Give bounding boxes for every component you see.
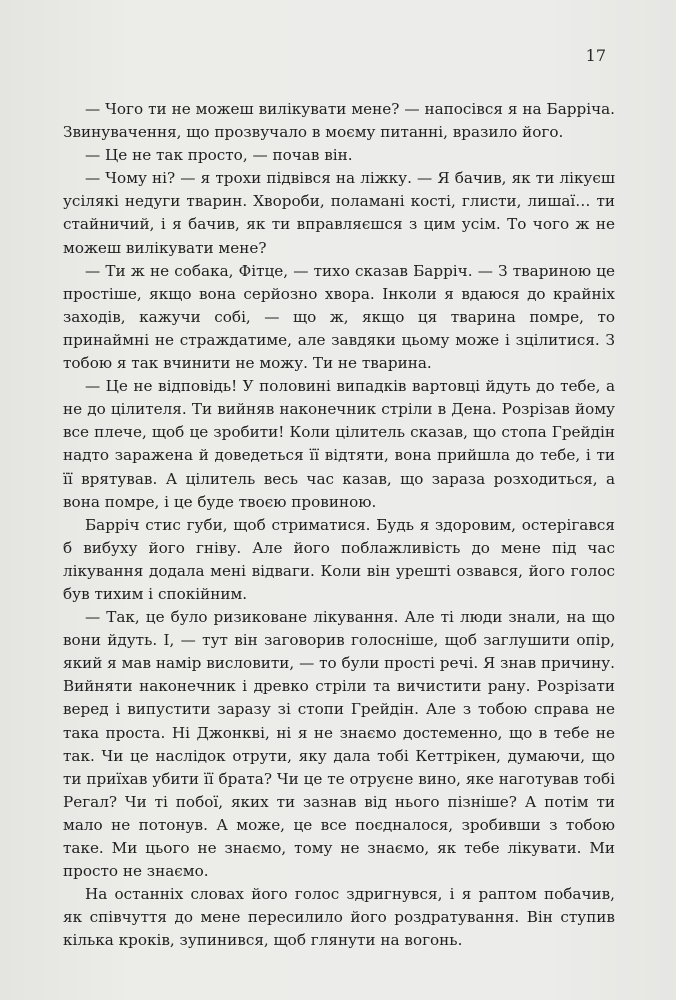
paragraph: Барріч стис губи, щоб стриматися. Будь я здоровим, остерігався б вибуху його гніву. Але його поблажливість до мене під час лікування додала мені відваги. Коли він урешті озвався, його голос був тихим і спокійним. <box>63 515 615 603</box>
paragraph: — Це не так просто, — почав він. <box>85 146 353 165</box>
paragraph: — Ти ж не собака, Фітце, — тихо сказав Барріч. — З твариною це простіше, якщо вона серйозно хвора. Інколи я вдаюся до крайніх заходів, кажучи собі, — що ж, якщо ця тварина помре, то принаймні не страждатиме, але завдяки цьому може і зцілитися. З тобою я так вчинити не можу. Ти не тварина. <box>63 261 615 373</box>
paragraph: На останніх словах його голос здригнувся, і я раптом побачив, як співчуття до мене пересилило його роздратування. Він ступив кілька кроків, зупинився, щоб глянути на вогонь. <box>63 885 615 950</box>
page-number: 17 <box>585 46 606 65</box>
body-text <box>63 98 615 952</box>
paragraph: — Чому ні? — я трохи підвівся на ліжку. — Я бачив, як ти лікуєш усілякі недуги тварин. Хвороби, поламані кості, глисти, лишаї… ти стайничий, і я бачив, як ти вправляєшся з цим усім. То чого ж не можеш вилікувати мене? <box>63 169 615 257</box>
paragraph: — Це не відповідь! У половині випадків вартовці йдуть до тебе, а не до цілителя. Ти вийняв наконечник стріли в Дена. Розрізав йому все плече, щоб це зробити! Коли цілитель сказав, що стопа Грейдін надто заражена й доведеться її відтяти, вона прийшла до тебе, і ти її врятував. А цілитель весь час казав, що зараза розходиться, а вона помре, і це буде твоєю провиною. <box>63 377 615 511</box>
paragraph: — Чого ти не можеш вилікувати мене? — напосівся я на Барріча. Звинувачення, що прозвучало в моєму питанні, вразило його. <box>63 100 615 142</box>
paragraph: — Так, це було ризиковане лікування. Але ті люди знали, на що вони йдуть. І, — тут він заговорив голосніше, щоб заглушити опір, який я мав намір висловити, — то були прості речі. Я знав причину. Вийняти наконечник і древко стріли та вичистити рану. Розрізати веред і випустити заразу зі стопи Грейдін. Але з тобою справа не така проста. Ні Джонкві, ні я не знаємо достеменно, що в тебе не так. Чи це наслідок отрути, яку дала тобі Кеттрікен, думаючи, що ти приїхав убити її брата? Чи це те отруєне вино, яке наготував тобі Регал? Чи ті побої, яких ти зазнав від нього пізніше? А потім ти мало не потонув. А може, це все поєдналося, зробивши з тобою таке. Ми цього не знаємо, тому не знаємо, як тебе лікувати. Ми просто не знаємо. <box>63 608 615 881</box>
